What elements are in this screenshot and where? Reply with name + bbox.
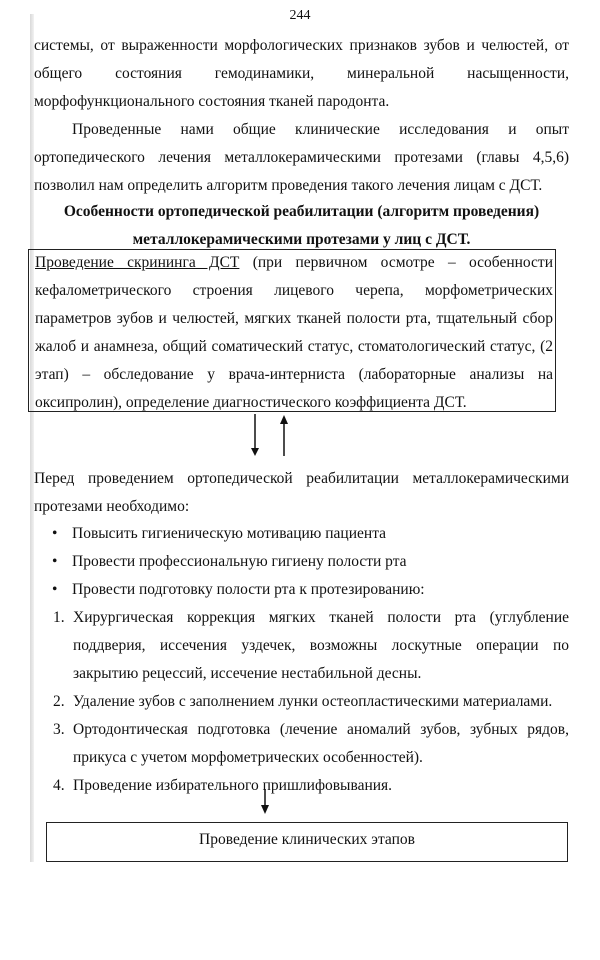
methods-paragraph xyxy=(34,116,569,200)
text-line: Ортодонтическая подготовка (лечение аномалий зубов, зубных рядов, xyxy=(73,721,569,738)
flow-arrow-final xyxy=(255,787,275,817)
text-line: Хирургическая коррекция мягких тканей полости рта (углубление xyxy=(73,609,569,626)
list-item xyxy=(52,576,425,604)
section-heading xyxy=(34,198,569,254)
text-line: позволил нам определить алгоритм проведения такого лечения лицам с ДСТ. xyxy=(34,177,543,194)
item-number: 3. xyxy=(53,721,65,738)
text-line: морфофункционального состояния тканей пародонта. xyxy=(34,93,390,110)
arrow-down-icon xyxy=(251,414,259,456)
numbered-item xyxy=(53,772,569,800)
text-line: протезами необходимо: xyxy=(34,498,190,515)
screening-first-line-rest: (при первичном осмотре – особенности xyxy=(239,254,553,271)
text-line: кефалометрического строения лицевого черепа, морфометрических xyxy=(35,282,553,299)
clinical-stages-box: Проведение клинических этапов xyxy=(46,822,568,862)
item-number: 1. xyxy=(53,609,65,626)
text-line: Перед проведением ортопедической реабилитации металлокерамическими xyxy=(34,470,569,487)
list-item xyxy=(52,520,386,548)
text-line: общего состояния гемодинамики, минеральной насыщенности, xyxy=(34,65,569,82)
screening-title: Проведение скрининга ДСТ xyxy=(35,254,240,271)
heading-line: Особенности ортопедической реабилитации (алгоритм проведения) xyxy=(63,203,540,220)
text-line: прикуса с учетом морфометрических особенностей). xyxy=(73,749,423,766)
text-line: поддверия, иссечения уздечек, возможны лоскутные операции по xyxy=(73,637,569,654)
arrow-up-icon xyxy=(280,415,288,456)
bullet-icon: • xyxy=(52,525,58,542)
heading-line: металлокерамическими протезами у лиц с ДСТ. xyxy=(132,231,471,248)
numbered-item xyxy=(53,716,569,772)
screening-text xyxy=(35,249,553,417)
bullet-icon: • xyxy=(52,553,58,570)
text-line: Проведение избирательного пришлифовывания. xyxy=(73,777,393,794)
bullet-icon: • xyxy=(52,581,58,598)
preparation-paragraph xyxy=(34,465,569,521)
numbered-item xyxy=(53,688,569,716)
text-line: оксипролин), определение диагностического коэффициента ДСТ. xyxy=(35,394,467,411)
intro-paragraph xyxy=(34,32,569,116)
page-number: 244 xyxy=(289,8,311,23)
list-item-text: Провести подготовку полости рта к протезированию: xyxy=(72,581,425,598)
list-item-text: Повысить гигиеническую мотивацию пациента xyxy=(72,525,387,542)
text-line: жалоб и анамнеза, общий соматический статус, стоматологический статус, (2 xyxy=(35,338,553,355)
text-line: ортопедического лечения металлокерамическими протезами (главы 4,5,6) xyxy=(34,149,569,166)
text-line: Проведенные нами общие клинические исследования и опыт xyxy=(72,121,569,138)
screening-first-line xyxy=(35,249,553,277)
item-number: 2. xyxy=(53,693,65,710)
list-item xyxy=(52,548,407,576)
numbered-item xyxy=(53,604,569,688)
text-line: этап) – обследование у врача-интерниста (лабораторные анализы на xyxy=(35,366,553,383)
arrow-down-icon xyxy=(261,789,269,814)
list-item-text: Провести профессиональную гигиену полости рта xyxy=(72,553,407,570)
text-line: системы, от выраженности морфологических признаков зубов и челюстей, от xyxy=(34,37,569,54)
flow-arrows xyxy=(240,412,300,460)
text-line: Удаление зубов с заполнением лунки остеопластическими материалами. xyxy=(73,693,553,710)
text-line: закрытию рецессий, иссечение нестабильной десны. xyxy=(73,665,422,682)
item-number: 4. xyxy=(53,777,65,794)
text-line: параметров зубов и челюстей, мягких тканей полости рта, тщательный сбор xyxy=(35,310,553,327)
